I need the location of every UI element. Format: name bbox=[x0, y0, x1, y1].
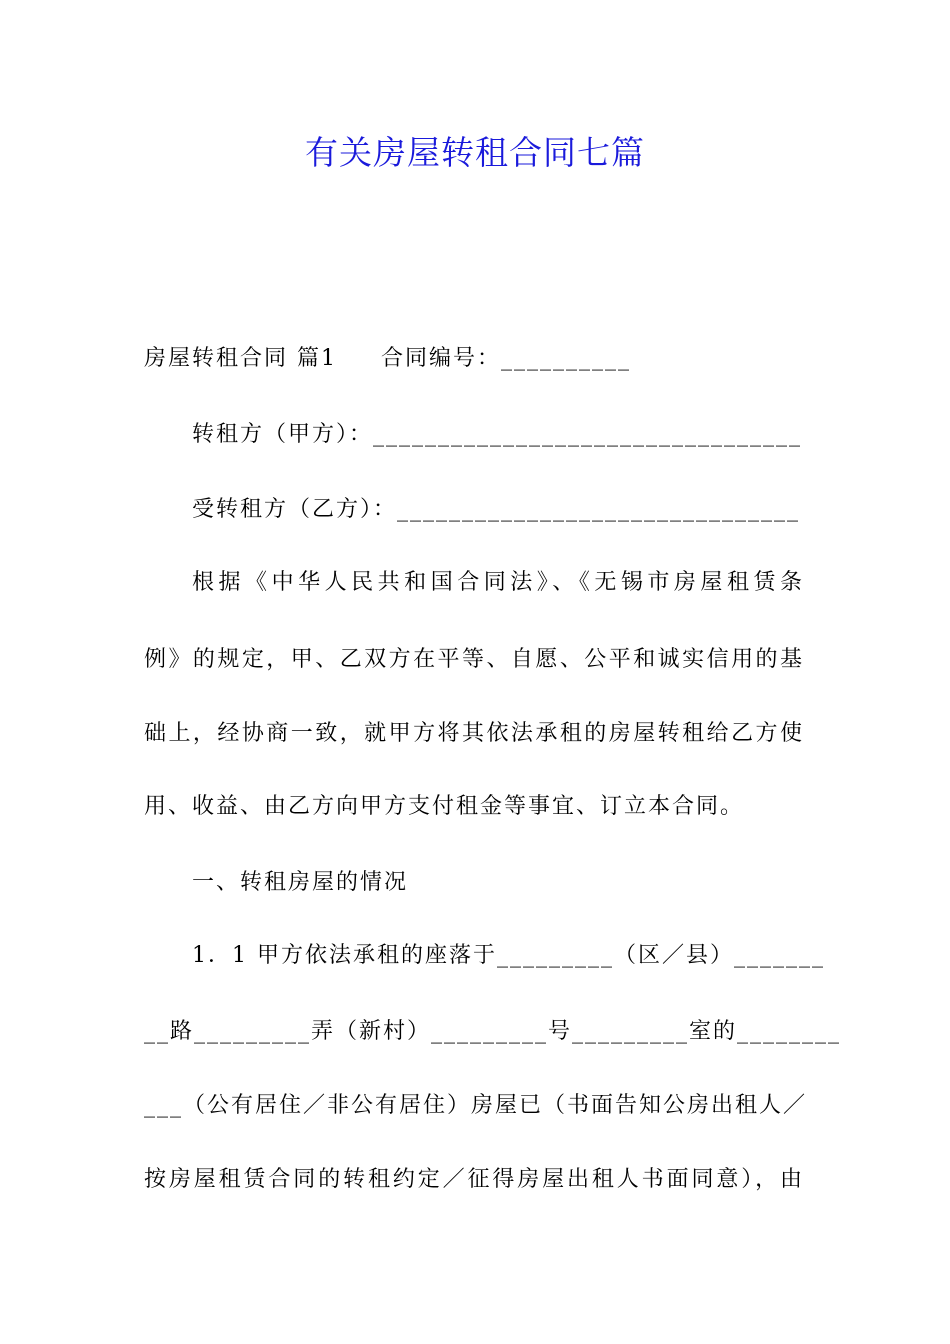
clause-line-4: 按房屋租赁合同的转租约定／征得房屋出租人书面同意），由 bbox=[144, 1167, 804, 1192]
intro-line-1: 根据《中华人民共和国合同法》、《无锡市房屋租赁条 bbox=[192, 570, 804, 595]
section-heading: 一、转租房屋的情况 bbox=[192, 870, 409, 895]
contract-number-field: 合同编号：__________ bbox=[381, 346, 632, 371]
document-title: 有关房屋转租合同七篇 bbox=[305, 133, 645, 172]
intro-line-2: 例》的规定，甲、乙双方在平等、自愿、公平和诚实信用的基 bbox=[144, 647, 804, 672]
contract-name: 房屋转租合同 篇1 bbox=[144, 346, 337, 371]
party-a-field: 转租方（甲方）：_________________________________ bbox=[192, 422, 803, 447]
party-b-field: 受转租方（乙方）：_______________________________ bbox=[192, 497, 801, 522]
contract-header bbox=[144, 344, 631, 374]
clause-line-1: 1．1 甲方依法承租的座落于_________（区／县）_______ bbox=[192, 943, 825, 968]
intro-line-4: 用、收益、由乙方向甲方支付租金等事宜、订立本合同。 bbox=[144, 794, 745, 819]
intro-line-3: 础上，经协商一致，就甲方将其依法承租的房屋转租给乙方使 bbox=[144, 721, 804, 746]
clause-line-3: ___（公有居住／非公有居住）房屋已（书面告知公房出租人／ bbox=[144, 1093, 808, 1118]
clause-line-2: __路_________弄（新村）_________号_________室的________ bbox=[144, 1019, 842, 1044]
